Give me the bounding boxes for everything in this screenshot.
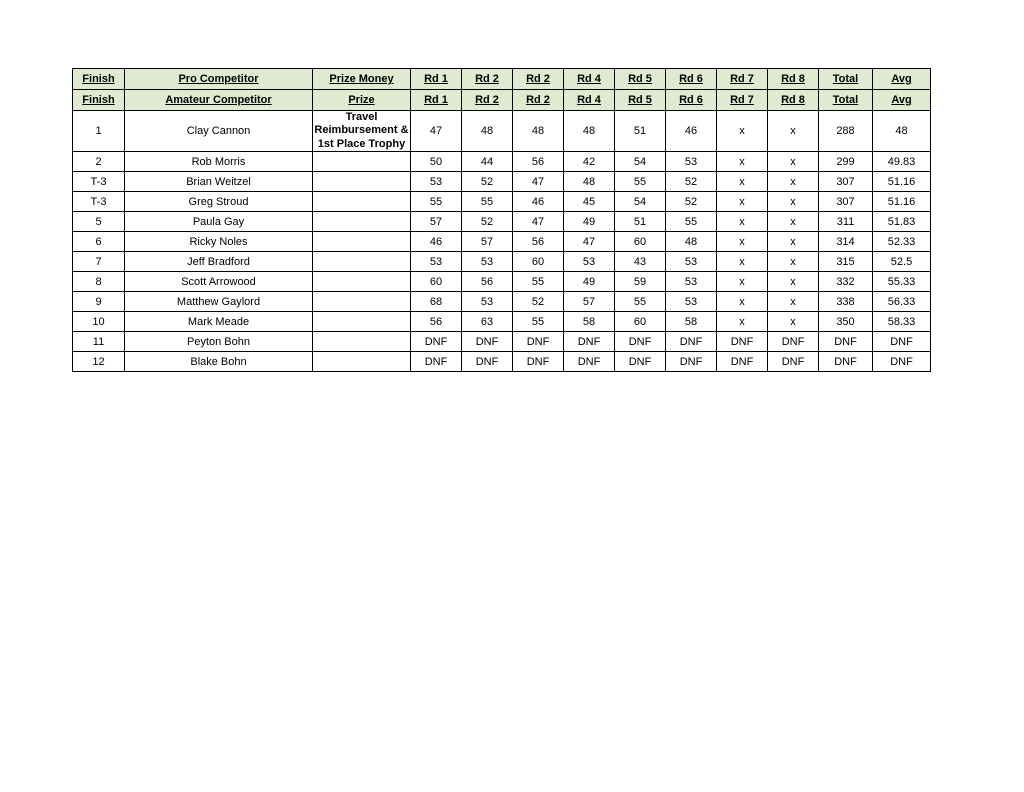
round-score-cell: 53 (564, 252, 615, 272)
round-score-cell: 60 (615, 232, 666, 252)
average-cell: DNF (873, 332, 931, 352)
round-score-cell: 53 (411, 252, 462, 272)
round-score-cell: 46 (411, 232, 462, 252)
column-header: Total (819, 69, 873, 90)
round-score-cell: 43 (615, 252, 666, 272)
column-header: Finish (73, 69, 125, 90)
table-row[interactable] (73, 332, 931, 352)
round-score-cell: 56 (462, 272, 513, 292)
prize-cell (313, 272, 411, 292)
average-cell: 51.83 (873, 212, 931, 232)
total-cell: 311 (819, 212, 873, 232)
round-score-cell: 55 (462, 192, 513, 212)
round-score-cell: 53 (666, 152, 717, 172)
round-score-cell: DNF (666, 332, 717, 352)
column-header: Finish (73, 90, 125, 111)
round-score-cell: 57 (462, 232, 513, 252)
round-score-cell: 52 (513, 292, 564, 312)
competitor-name-cell: Brian Weitzel (125, 172, 313, 192)
round-score-cell: x (717, 172, 768, 192)
round-score-cell: 46 (513, 192, 564, 212)
round-score-cell: DNF (768, 352, 819, 372)
total-cell: 314 (819, 232, 873, 252)
round-score-cell: x (768, 212, 819, 232)
total-cell: 299 (819, 152, 873, 172)
competitor-name-cell: Blake Bohn (125, 352, 313, 372)
table-header-row (73, 69, 931, 90)
round-score-cell: 52 (666, 192, 717, 212)
results-table (72, 68, 931, 372)
prize-cell (313, 232, 411, 252)
competitor-name-cell: Ricky Noles (125, 232, 313, 252)
round-score-cell: DNF (462, 332, 513, 352)
table-row[interactable] (73, 111, 931, 152)
round-score-cell: 53 (666, 252, 717, 272)
results-sheet (72, 68, 931, 372)
average-cell: 49.83 (873, 152, 931, 172)
column-header: Rd 5 (615, 90, 666, 111)
column-header: Rd 6 (666, 69, 717, 90)
finish-cell: 5 (73, 212, 125, 232)
average-cell: 48 (873, 111, 931, 152)
round-score-cell: DNF (462, 352, 513, 372)
column-header: Rd 5 (615, 69, 666, 90)
round-score-cell: x (768, 192, 819, 212)
round-score-cell: 51 (615, 212, 666, 232)
column-header: Rd 2 (462, 69, 513, 90)
round-score-cell: x (768, 111, 819, 152)
table-row[interactable] (73, 252, 931, 272)
round-score-cell: DNF (411, 332, 462, 352)
round-score-cell: 47 (564, 232, 615, 252)
round-score-cell: 57 (564, 292, 615, 312)
finish-cell: 8 (73, 272, 125, 292)
round-score-cell: DNF (717, 332, 768, 352)
round-score-cell: 55 (411, 192, 462, 212)
round-score-cell: 48 (666, 232, 717, 252)
finish-cell: 12 (73, 352, 125, 372)
total-cell: 307 (819, 192, 873, 212)
column-header: Rd 7 (717, 90, 768, 111)
round-score-cell: 56 (411, 312, 462, 332)
competitor-name-cell: Rob Morris (125, 152, 313, 172)
round-score-cell: 48 (564, 172, 615, 192)
round-score-cell: 49 (564, 212, 615, 232)
finish-cell: 9 (73, 292, 125, 312)
column-header: Rd 7 (717, 69, 768, 90)
round-score-cell: 55 (666, 212, 717, 232)
round-score-cell: 63 (462, 312, 513, 332)
prize-cell (313, 312, 411, 332)
finish-cell: T-3 (73, 192, 125, 212)
column-header: Rd 8 (768, 69, 819, 90)
round-score-cell: 60 (411, 272, 462, 292)
average-cell: 52.5 (873, 252, 931, 272)
average-cell: 52.33 (873, 232, 931, 252)
finish-cell: 2 (73, 152, 125, 172)
finish-cell: 1 (73, 111, 125, 152)
round-score-cell: 47 (513, 212, 564, 232)
table-row[interactable] (73, 272, 931, 292)
average-cell: DNF (873, 352, 931, 372)
column-header: Amateur Competitor (125, 90, 313, 111)
round-score-cell: x (717, 292, 768, 312)
round-score-cell: 68 (411, 292, 462, 312)
prize-cell (313, 152, 411, 172)
round-score-cell: DNF (513, 332, 564, 352)
round-score-cell: 50 (411, 152, 462, 172)
round-score-cell: x (717, 111, 768, 152)
average-cell: 58.33 (873, 312, 931, 332)
average-cell: 51.16 (873, 192, 931, 212)
round-score-cell: 54 (615, 152, 666, 172)
round-score-cell: 54 (615, 192, 666, 212)
round-score-cell: DNF (564, 352, 615, 372)
round-score-cell: 55 (615, 172, 666, 192)
round-score-cell: 49 (564, 272, 615, 292)
competitor-name-cell: Clay Cannon (125, 111, 313, 152)
total-cell: 338 (819, 292, 873, 312)
round-score-cell: x (717, 312, 768, 332)
prize-cell (313, 212, 411, 232)
round-score-cell: 56 (513, 232, 564, 252)
competitor-name-cell: Scott Arrowood (125, 272, 313, 292)
round-score-cell: 60 (615, 312, 666, 332)
competitor-name-cell: Jeff Bradford (125, 252, 313, 272)
round-score-cell: DNF (615, 332, 666, 352)
table-row[interactable] (73, 212, 931, 232)
round-score-cell: 48 (462, 111, 513, 152)
column-header: Avg (873, 90, 931, 111)
prize-cell (313, 352, 411, 372)
average-cell: 55.33 (873, 272, 931, 292)
average-cell: 51.16 (873, 172, 931, 192)
round-score-cell: x (768, 292, 819, 312)
column-header: Rd 4 (564, 69, 615, 90)
total-cell: 307 (819, 172, 873, 192)
table-row[interactable] (73, 232, 931, 252)
prize-cell (313, 192, 411, 212)
round-score-cell: 52 (462, 172, 513, 192)
column-header: Pro Competitor (125, 69, 313, 90)
round-score-cell: DNF (513, 352, 564, 372)
total-cell: 288 (819, 111, 873, 152)
round-score-cell: 52 (666, 172, 717, 192)
finish-cell: 10 (73, 312, 125, 332)
column-header: Avg (873, 69, 931, 90)
round-score-cell: 44 (462, 152, 513, 172)
round-score-cell: DNF (666, 352, 717, 372)
round-score-cell: DNF (768, 332, 819, 352)
table-row[interactable] (73, 352, 931, 372)
column-header: Total (819, 90, 873, 111)
finish-cell: 11 (73, 332, 125, 352)
round-score-cell: 48 (564, 111, 615, 152)
column-header: Rd 1 (411, 90, 462, 111)
table-row[interactable] (73, 192, 931, 212)
prize-cell (313, 252, 411, 272)
column-header: Rd 4 (564, 90, 615, 111)
round-score-cell: 48 (513, 111, 564, 152)
round-score-cell: 47 (513, 172, 564, 192)
round-score-cell: x (768, 312, 819, 332)
column-header: Prize Money (313, 69, 411, 90)
table-row[interactable] (73, 152, 931, 172)
column-header: Rd 1 (411, 69, 462, 90)
total-cell: 332 (819, 272, 873, 292)
round-score-cell: 53 (462, 292, 513, 312)
round-score-cell: 55 (513, 312, 564, 332)
round-score-cell: 47 (411, 111, 462, 152)
table-row[interactable] (73, 172, 931, 192)
prize-cell (313, 172, 411, 192)
round-score-cell: DNF (564, 332, 615, 352)
column-header: Prize (313, 90, 411, 111)
round-score-cell: 57 (411, 212, 462, 232)
round-score-cell: 42 (564, 152, 615, 172)
round-score-cell: x (717, 192, 768, 212)
results-table-body (73, 69, 931, 372)
round-score-cell: x (768, 252, 819, 272)
round-score-cell: x (768, 232, 819, 252)
column-header: Rd 6 (666, 90, 717, 111)
finish-cell: 6 (73, 232, 125, 252)
finish-cell: T-3 (73, 172, 125, 192)
round-score-cell: 45 (564, 192, 615, 212)
column-header: Rd 2 (462, 90, 513, 111)
column-header: Rd 2 (513, 69, 564, 90)
table-row[interactable] (73, 312, 931, 332)
round-score-cell: x (717, 272, 768, 292)
round-score-cell: x (768, 152, 819, 172)
column-header: Rd 2 (513, 90, 564, 111)
round-score-cell: DNF (615, 352, 666, 372)
competitor-name-cell: Matthew Gaylord (125, 292, 313, 312)
round-score-cell: 53 (411, 172, 462, 192)
round-score-cell: 53 (666, 292, 717, 312)
total-cell: DNF (819, 332, 873, 352)
round-score-cell: x (717, 232, 768, 252)
round-score-cell: 59 (615, 272, 666, 292)
round-score-cell: 56 (513, 152, 564, 172)
competitor-name-cell: Greg Stroud (125, 192, 313, 212)
round-score-cell: DNF (411, 352, 462, 372)
round-score-cell: 58 (666, 312, 717, 332)
round-score-cell: 46 (666, 111, 717, 152)
finish-cell: 7 (73, 252, 125, 272)
round-score-cell: x (768, 172, 819, 192)
average-cell: 56.33 (873, 292, 931, 312)
round-score-cell: 55 (615, 292, 666, 312)
prize-cell (313, 332, 411, 352)
total-cell: DNF (819, 352, 873, 372)
round-score-cell: 53 (462, 252, 513, 272)
round-score-cell: 60 (513, 252, 564, 272)
competitor-name-cell: Mark Meade (125, 312, 313, 332)
round-score-cell: 58 (564, 312, 615, 332)
round-score-cell: 53 (666, 272, 717, 292)
round-score-cell: 52 (462, 212, 513, 232)
column-header: Rd 8 (768, 90, 819, 111)
round-score-cell: x (717, 152, 768, 172)
total-cell: 315 (819, 252, 873, 272)
prize-cell: Travel Reimbursement & 1st Place Trophy (314, 111, 409, 150)
competitor-name-cell: Peyton Bohn (125, 332, 313, 352)
round-score-cell: x (768, 272, 819, 292)
round-score-cell: x (717, 212, 768, 232)
table-header-row (73, 90, 931, 111)
prize-cell (313, 292, 411, 312)
competitor-name-cell: Paula Gay (125, 212, 313, 232)
round-score-cell: DNF (717, 352, 768, 372)
round-score-cell: 51 (615, 111, 666, 152)
round-score-cell: x (717, 252, 768, 272)
total-cell: 350 (819, 312, 873, 332)
table-row[interactable] (73, 292, 931, 312)
round-score-cell: 55 (513, 272, 564, 292)
